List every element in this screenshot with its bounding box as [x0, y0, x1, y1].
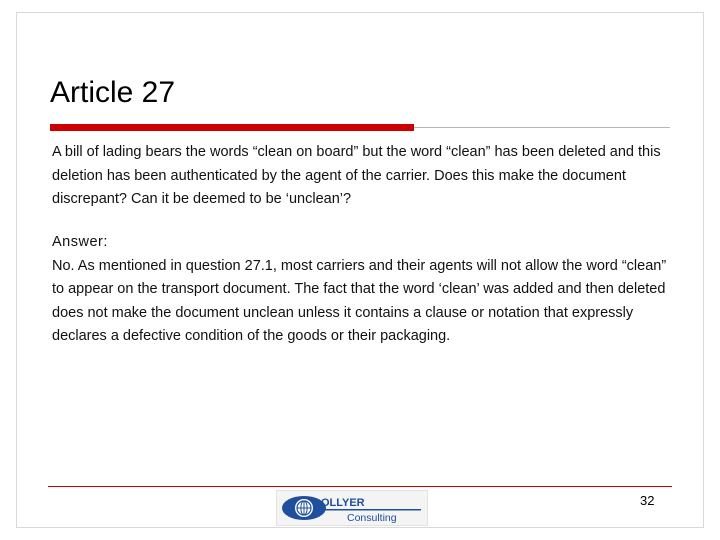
answer-text: No. As mentioned in question 27.1, most carriers and their agents will not allow the word “clean” to appear on the transport document. The fact that the word ‘clean’ was added and then deleted does not make the document unclean unless it contains a clause or notation that expressly declares a defective condition of the goods or their packaging.	[52, 257, 667, 344]
page-number: 32	[640, 493, 655, 508]
footer-rule	[48, 486, 672, 487]
title-underline-rule	[414, 127, 670, 128]
title-underline-accent	[50, 124, 414, 131]
question-text: A bill of lading bears the words “clean on board” but the word “clean” has been deleted and this deletion has been authenticated by the agent of the carrier. Does this make the document discrepant? Can it be deemed to be ‘unclean’?	[52, 144, 661, 207]
logo-word-top: OLLYER	[321, 497, 365, 509]
logo-word-bottom: Consulting	[347, 512, 397, 524]
slide-title: Article 27	[50, 76, 176, 109]
collyer-consulting-logo	[276, 490, 428, 526]
answer-label: Answer:	[52, 234, 108, 250]
